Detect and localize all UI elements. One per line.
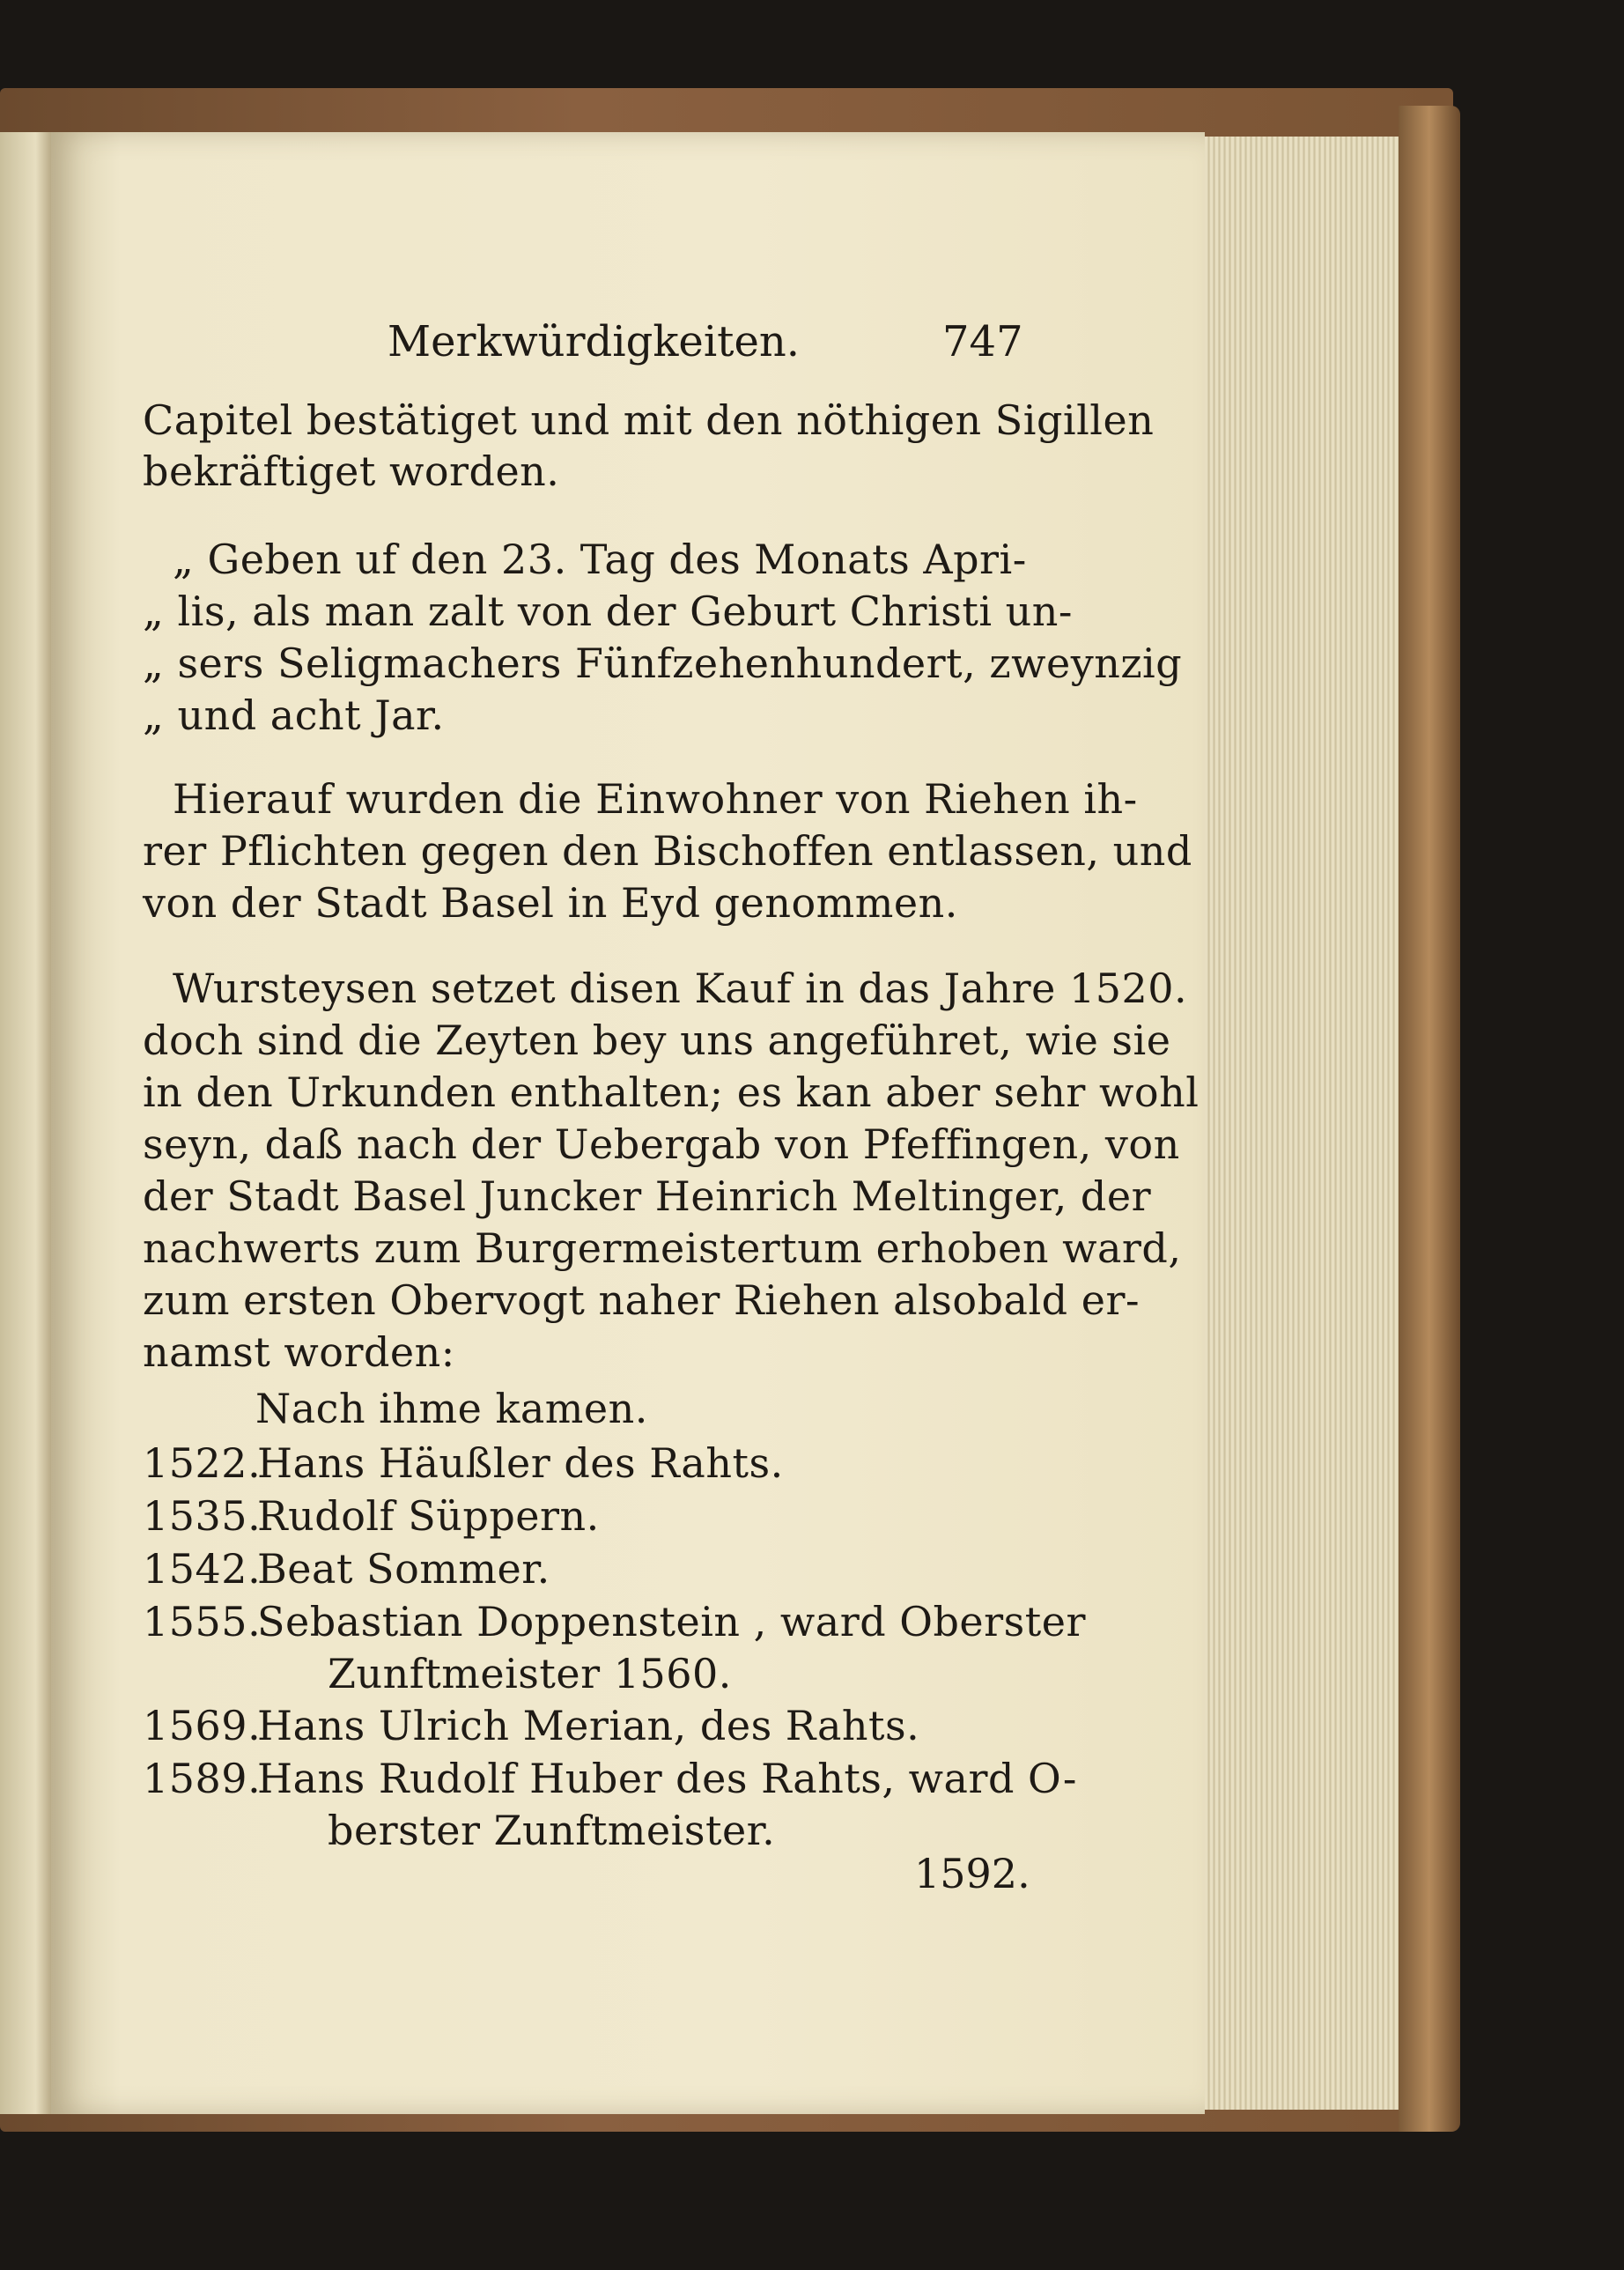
list-item <box>143 1492 600 1540</box>
list-item <box>143 1598 1086 1645</box>
quote-line: „ Geben uf den 23. Tag des Monats Apri- <box>173 536 1027 583</box>
entry-text: Hans Rudolf Huber des Rahts, ward O- <box>257 1755 1077 1802</box>
catchword: 1592. <box>914 1850 1030 1897</box>
entry-continuation: Zunftmeister 1560. <box>328 1650 732 1697</box>
text-line: namst worden: <box>143 1328 455 1376</box>
entry-text: Rudolf Süppern. <box>257 1492 600 1540</box>
text-line: nachwerts zum Burgermeistertum erhoben ward, <box>143 1224 1182 1272</box>
text-line: Hierauf wurden die Einwohner von Riehen ih- <box>173 775 1138 823</box>
entry-text: Hans Häußler des Rahts. <box>257 1439 784 1487</box>
list-heading: Nach ihme kamen. <box>255 1385 648 1432</box>
book-spine <box>1399 106 1460 2132</box>
entry-year: 1542. <box>143 1545 262 1593</box>
text-line: doch sind die Zeyten bey uns angeführet, wie sie <box>143 1017 1171 1064</box>
text-line: rer Pflichten gegen den Bischoffen entlassen, und <box>143 827 1192 875</box>
page-number: 747 <box>942 317 1023 366</box>
left-page-edge <box>0 132 51 2114</box>
text-line: der Stadt Basel Juncker Heinrich Meltinger, der <box>143 1172 1152 1220</box>
list-item <box>143 1439 784 1487</box>
text-line: in den Urkunden enthalten; es kan aber sehr wohl <box>143 1068 1200 1116</box>
text-line: zum ersten Obervogt naher Riehen alsobald er- <box>143 1276 1140 1324</box>
entry-year: 1555. <box>143 1598 262 1645</box>
entry-year: 1569. <box>143 1702 262 1749</box>
text-line: seyn, daß nach der Uebergab von Pfeffingen, von <box>143 1120 1180 1168</box>
list-item <box>143 1702 919 1749</box>
entry-year: 1589. <box>143 1755 262 1802</box>
text-line: bekräftiget worden. <box>143 447 560 495</box>
entry-text: Hans Ulrich Merian, des Rahts. <box>257 1702 920 1749</box>
text-line: Capitel bestätiget und mit den nöthigen Sigillen <box>143 396 1155 444</box>
entry-text: Sebastian Doppenstein , ward Oberster <box>257 1598 1086 1645</box>
list-item <box>143 1545 550 1593</box>
entry-year: 1535. <box>143 1492 262 1540</box>
text-line: Wursteysen setzet disen Kauf in das Jahre 1520. <box>173 965 1188 1012</box>
quote-line: „ und acht Jar. <box>143 691 445 739</box>
list-item <box>143 1755 1077 1802</box>
quote-line: „ sers Seligmachers Fünfzehenhundert, zweynzig <box>143 640 1183 687</box>
entry-continuation: berster Zunftmeister. <box>328 1807 776 1854</box>
running-title: Merkwürdigkeiten. <box>388 317 801 366</box>
page-block-edges <box>1205 137 1404 2110</box>
text-line: von der Stadt Basel in Eyd genommen. <box>143 879 958 927</box>
entry-year: 1522. <box>143 1439 262 1487</box>
entry-text: Beat Sommer. <box>257 1545 550 1593</box>
quote-line: „ lis, als man zalt von der Geburt Christi un- <box>143 588 1073 635</box>
